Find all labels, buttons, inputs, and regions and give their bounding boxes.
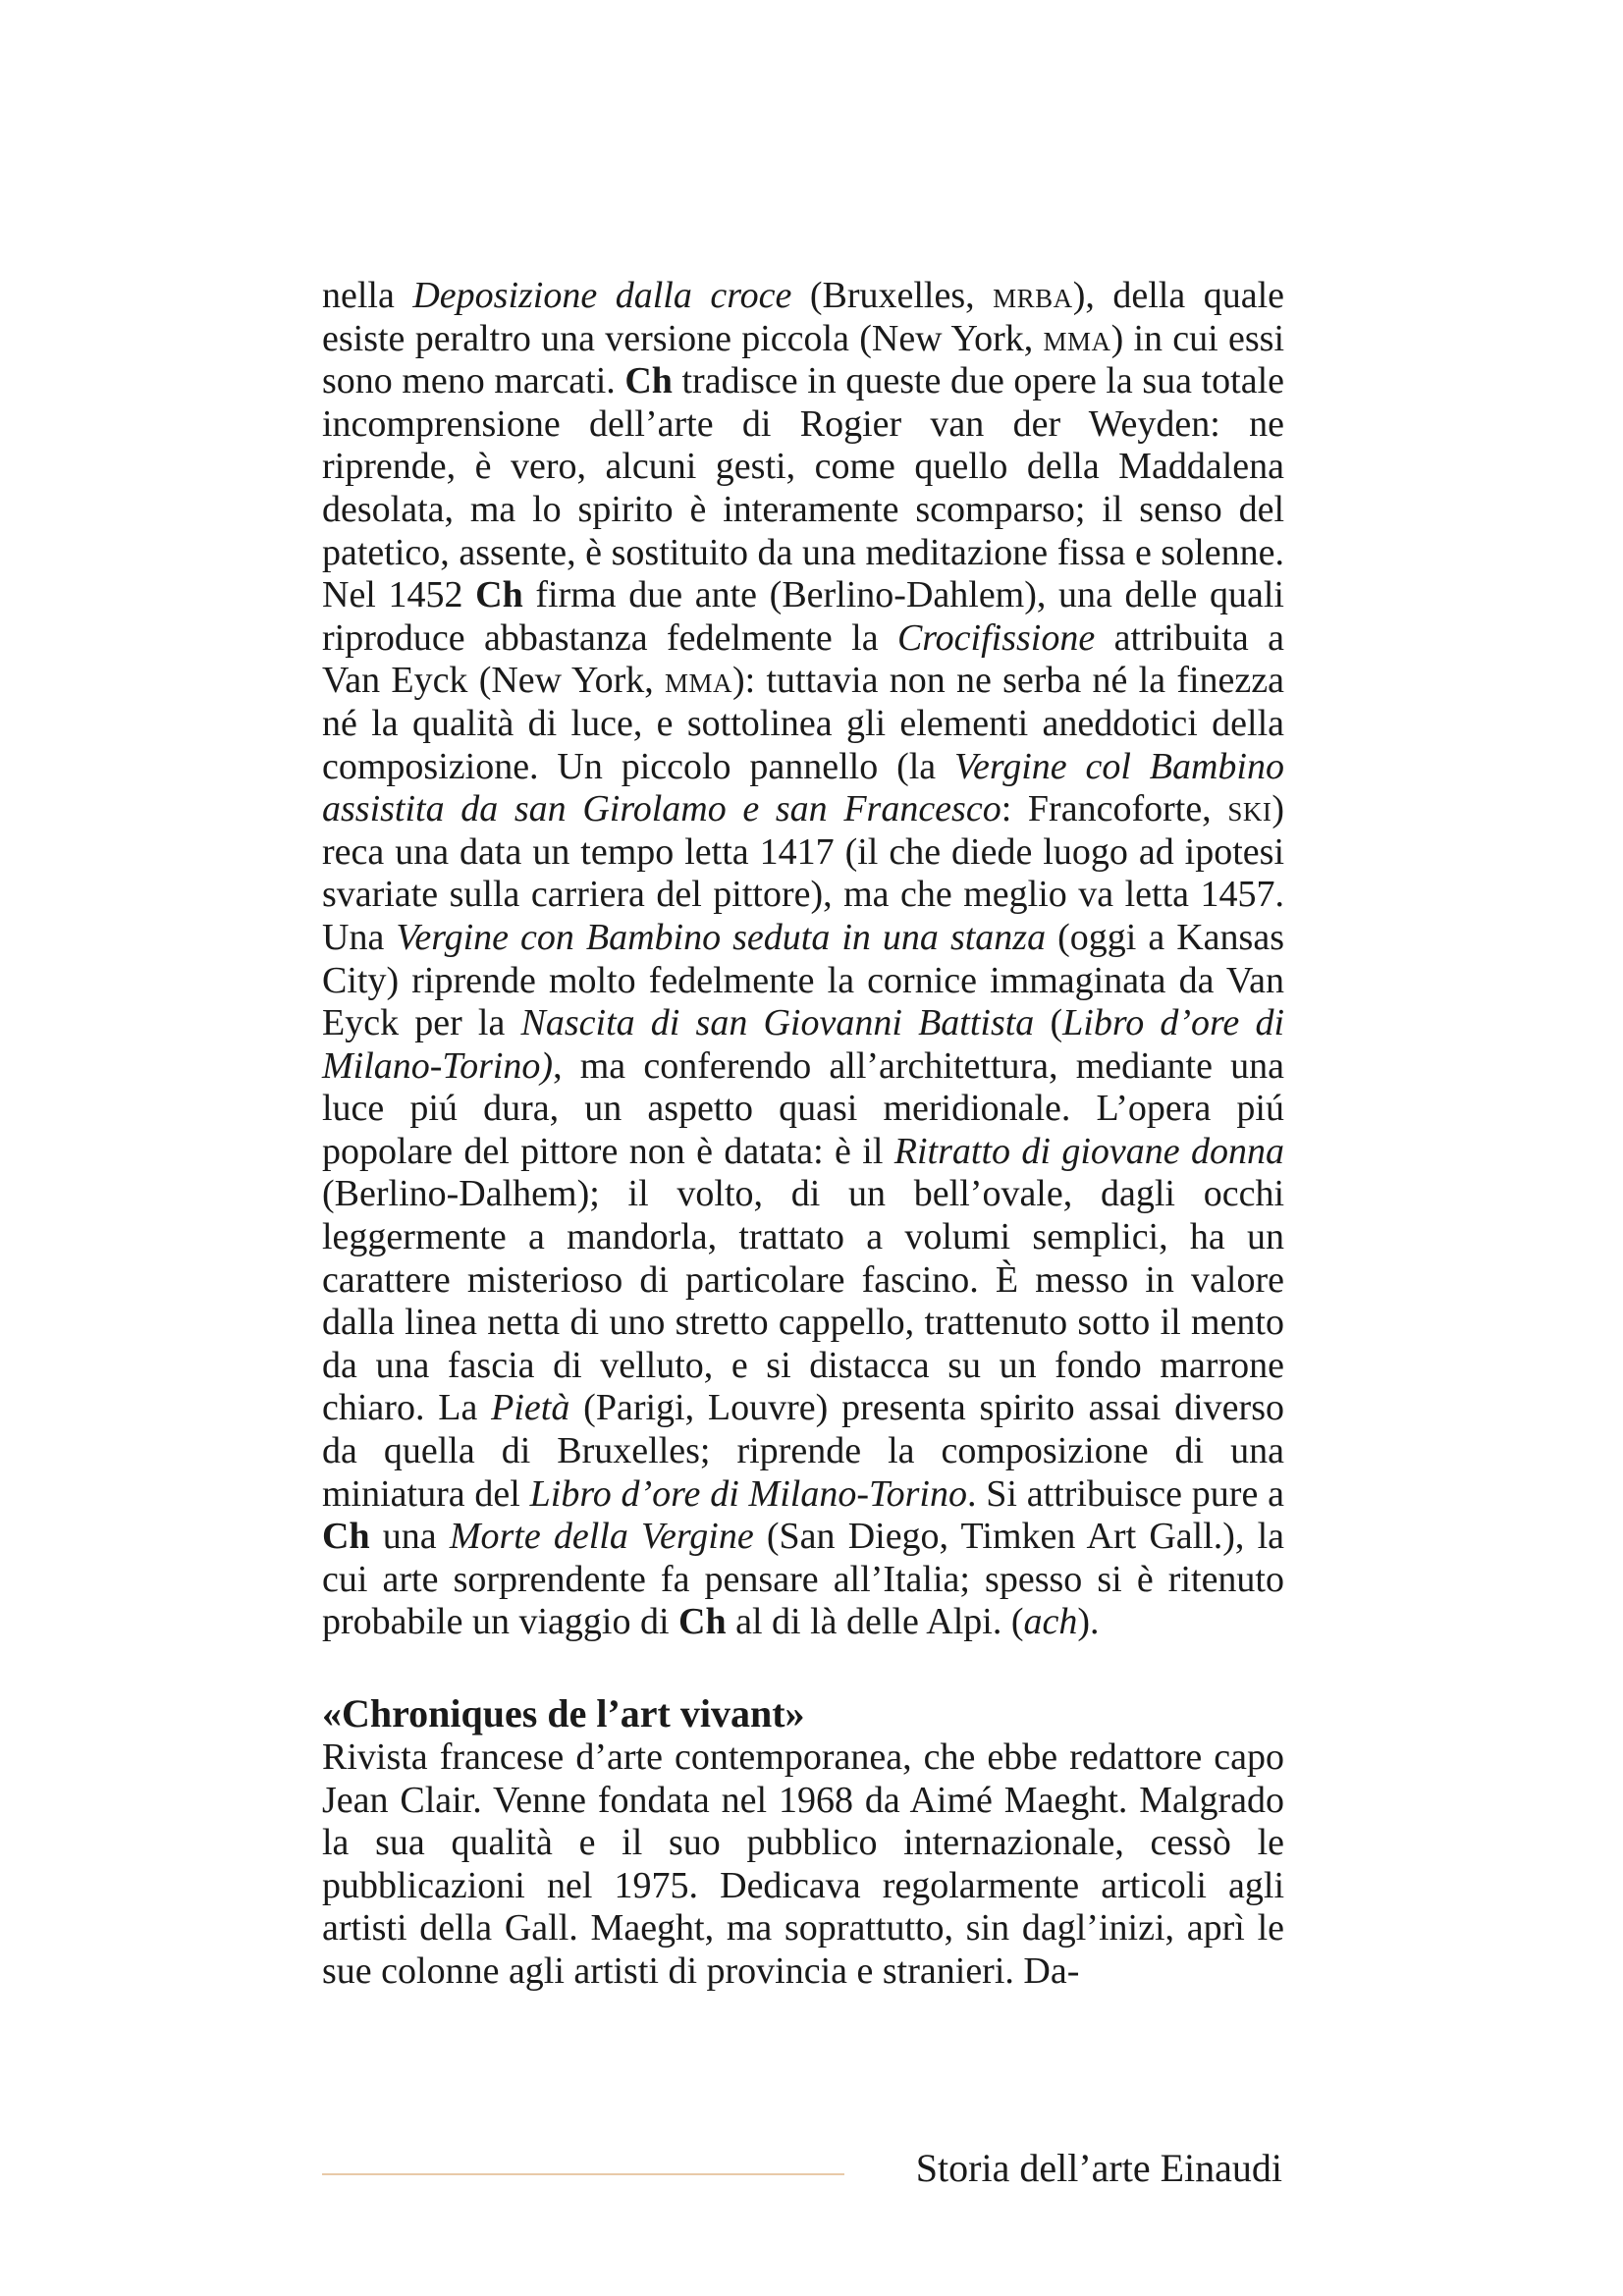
text-run: , ma conferendo all’architettura, mediante una luce piú dura, un aspetto quasi meridionale. L’opera piú popolare del pittore non è datata: è il (322, 1044, 1284, 1172)
italic-title-run: Vergine con Bambino seduta in una stanza (396, 916, 1047, 958)
italic-title-run: Libro d’ore di Milano-Torino) (322, 1002, 1284, 1087)
museum-abbrev-run: mrba (993, 275, 1073, 316)
subject-abbrev-run: Ch (322, 1516, 370, 1558)
museum-abbrev-run: mma (1043, 317, 1111, 359)
entry-continuation-paragraph (322, 275, 1284, 1644)
footer-book-title: Storia dell’arte Einaudi (915, 2146, 1282, 2190)
text-run: (Berlino-Dalhem); il volto, di un bell’ovale, dagli occhi leggermente a mandorla, trattato a volumi semplici, ha un carattere misterioso di particolare fascino. È messo in valore dalla linea netta di uno stretto cappello, trattenuto sotto il mento da una fascia di velluto, e si distacca su un fondo marrone chiaro. La (322, 1173, 1284, 1429)
italic-title-run: Pietà (491, 1387, 570, 1429)
italic-title-run: Morte della Vergine (449, 1516, 754, 1558)
italic-title-run: Deposizione dalla croce (412, 275, 792, 316)
text-run: nella (322, 275, 413, 316)
subject-abbrev-run: Ch (678, 1601, 727, 1643)
museum-abbrev-run: ski (1227, 788, 1272, 830)
text-run: . Si attribuisce pure a (966, 1472, 1284, 1515)
text-run: ( (1034, 1002, 1063, 1044)
text-run: firma due ante (Berlino-Dahlem), una delle quali riproduce abbastanza fedelmente la (322, 574, 1284, 659)
subject-abbrev-run: Ch (475, 574, 523, 616)
italic-title-run: Nascita di san Giovanni Battista (520, 1002, 1035, 1044)
text-run: (Bruxelles, (791, 275, 994, 316)
text-run: ). (1077, 1601, 1100, 1643)
text-run: (San Diego, Timken Art Gall.), la cui arte sorprendente fa pensare all’Italia; spesso si è ritenuto probabile un viaggio di (322, 1516, 1284, 1643)
text-run: (Parigi, Louvre) presenta spirito assai diverso da quella di Bruxelles; riprende la composizione di una miniatura del (322, 1387, 1284, 1515)
entry-heading: «Chroniques de l’art vivant» (322, 1691, 805, 1735)
entry-body-paragraph: Rivista francese d’arte contemporanea, che ebbe redattore capo Jean Clair. Venne fondata nel 1968 da Aimé Maeght. Malgrado la sua qualità e il suo pubblico internazionale, cessò le pubblicazioni nel 1975. Dedicava regolarmente articoli agli artisti della Gall. Maeght, ma soprattutto, sin dagl’inizi, aprì le sue colonne agli artisti di provincia e stranieri. Da- (322, 1736, 1284, 1992)
text-run: ) in cui essi sono meno marcati. (322, 317, 1284, 402)
text-run: una (369, 1516, 450, 1558)
text-run: tradisce in queste due opere la sua totale incomprensione dell’arte di Rogier van der Weyden: ne riprende, è vero, alcuni gesti, come quello della Maddalena desolata, ma lo spirito è interamente scomparso; il senso del patetico, assente, è sostituito da una meditazione fissa e solenne. Nel 1452 (322, 360, 1284, 616)
italic-title-run: Ritratto di giovane donna (893, 1130, 1284, 1172)
italic-title-run: Crocifissione (896, 616, 1096, 659)
museum-abbrev-run: mma (665, 660, 733, 702)
subject-abbrev-run: Ch (624, 360, 673, 402)
text-run: ) reca una data un tempo letta 1417 (il che diede luogo ad ipotesi svariate sulla carriera del pittore), ma che meglio va letta 1457. Una (322, 788, 1285, 958)
text-column (322, 275, 1284, 1994)
italic-title-run: Vergine col Bambino assistita da san Girolamo e san Francesco (322, 745, 1284, 830)
italic-title-run: ach (1023, 1601, 1078, 1643)
footer-rule (322, 2173, 844, 2175)
text-run: ): tuttavia non ne serba né la finezza né la qualità di luce, e sottolinea gli elementi aneddotici della composizione. Un piccolo pannello (la (322, 660, 1284, 787)
text-run: ), della quale esiste peraltro una versione piccola (New York, (322, 275, 1284, 359)
text-run: : Francoforte, (1001, 788, 1228, 830)
text-run: attribuita a Van Eyck (New York, (322, 616, 1284, 702)
italic-title-run: Libro d’ore di Milano-Torino (529, 1472, 967, 1515)
text-run: al di là delle Alpi. ( (726, 1601, 1024, 1643)
text-run: (oggi a Kansas City) riprende molto fedelmente la cornice immaginata da Van Eyck per la (322, 916, 1284, 1044)
